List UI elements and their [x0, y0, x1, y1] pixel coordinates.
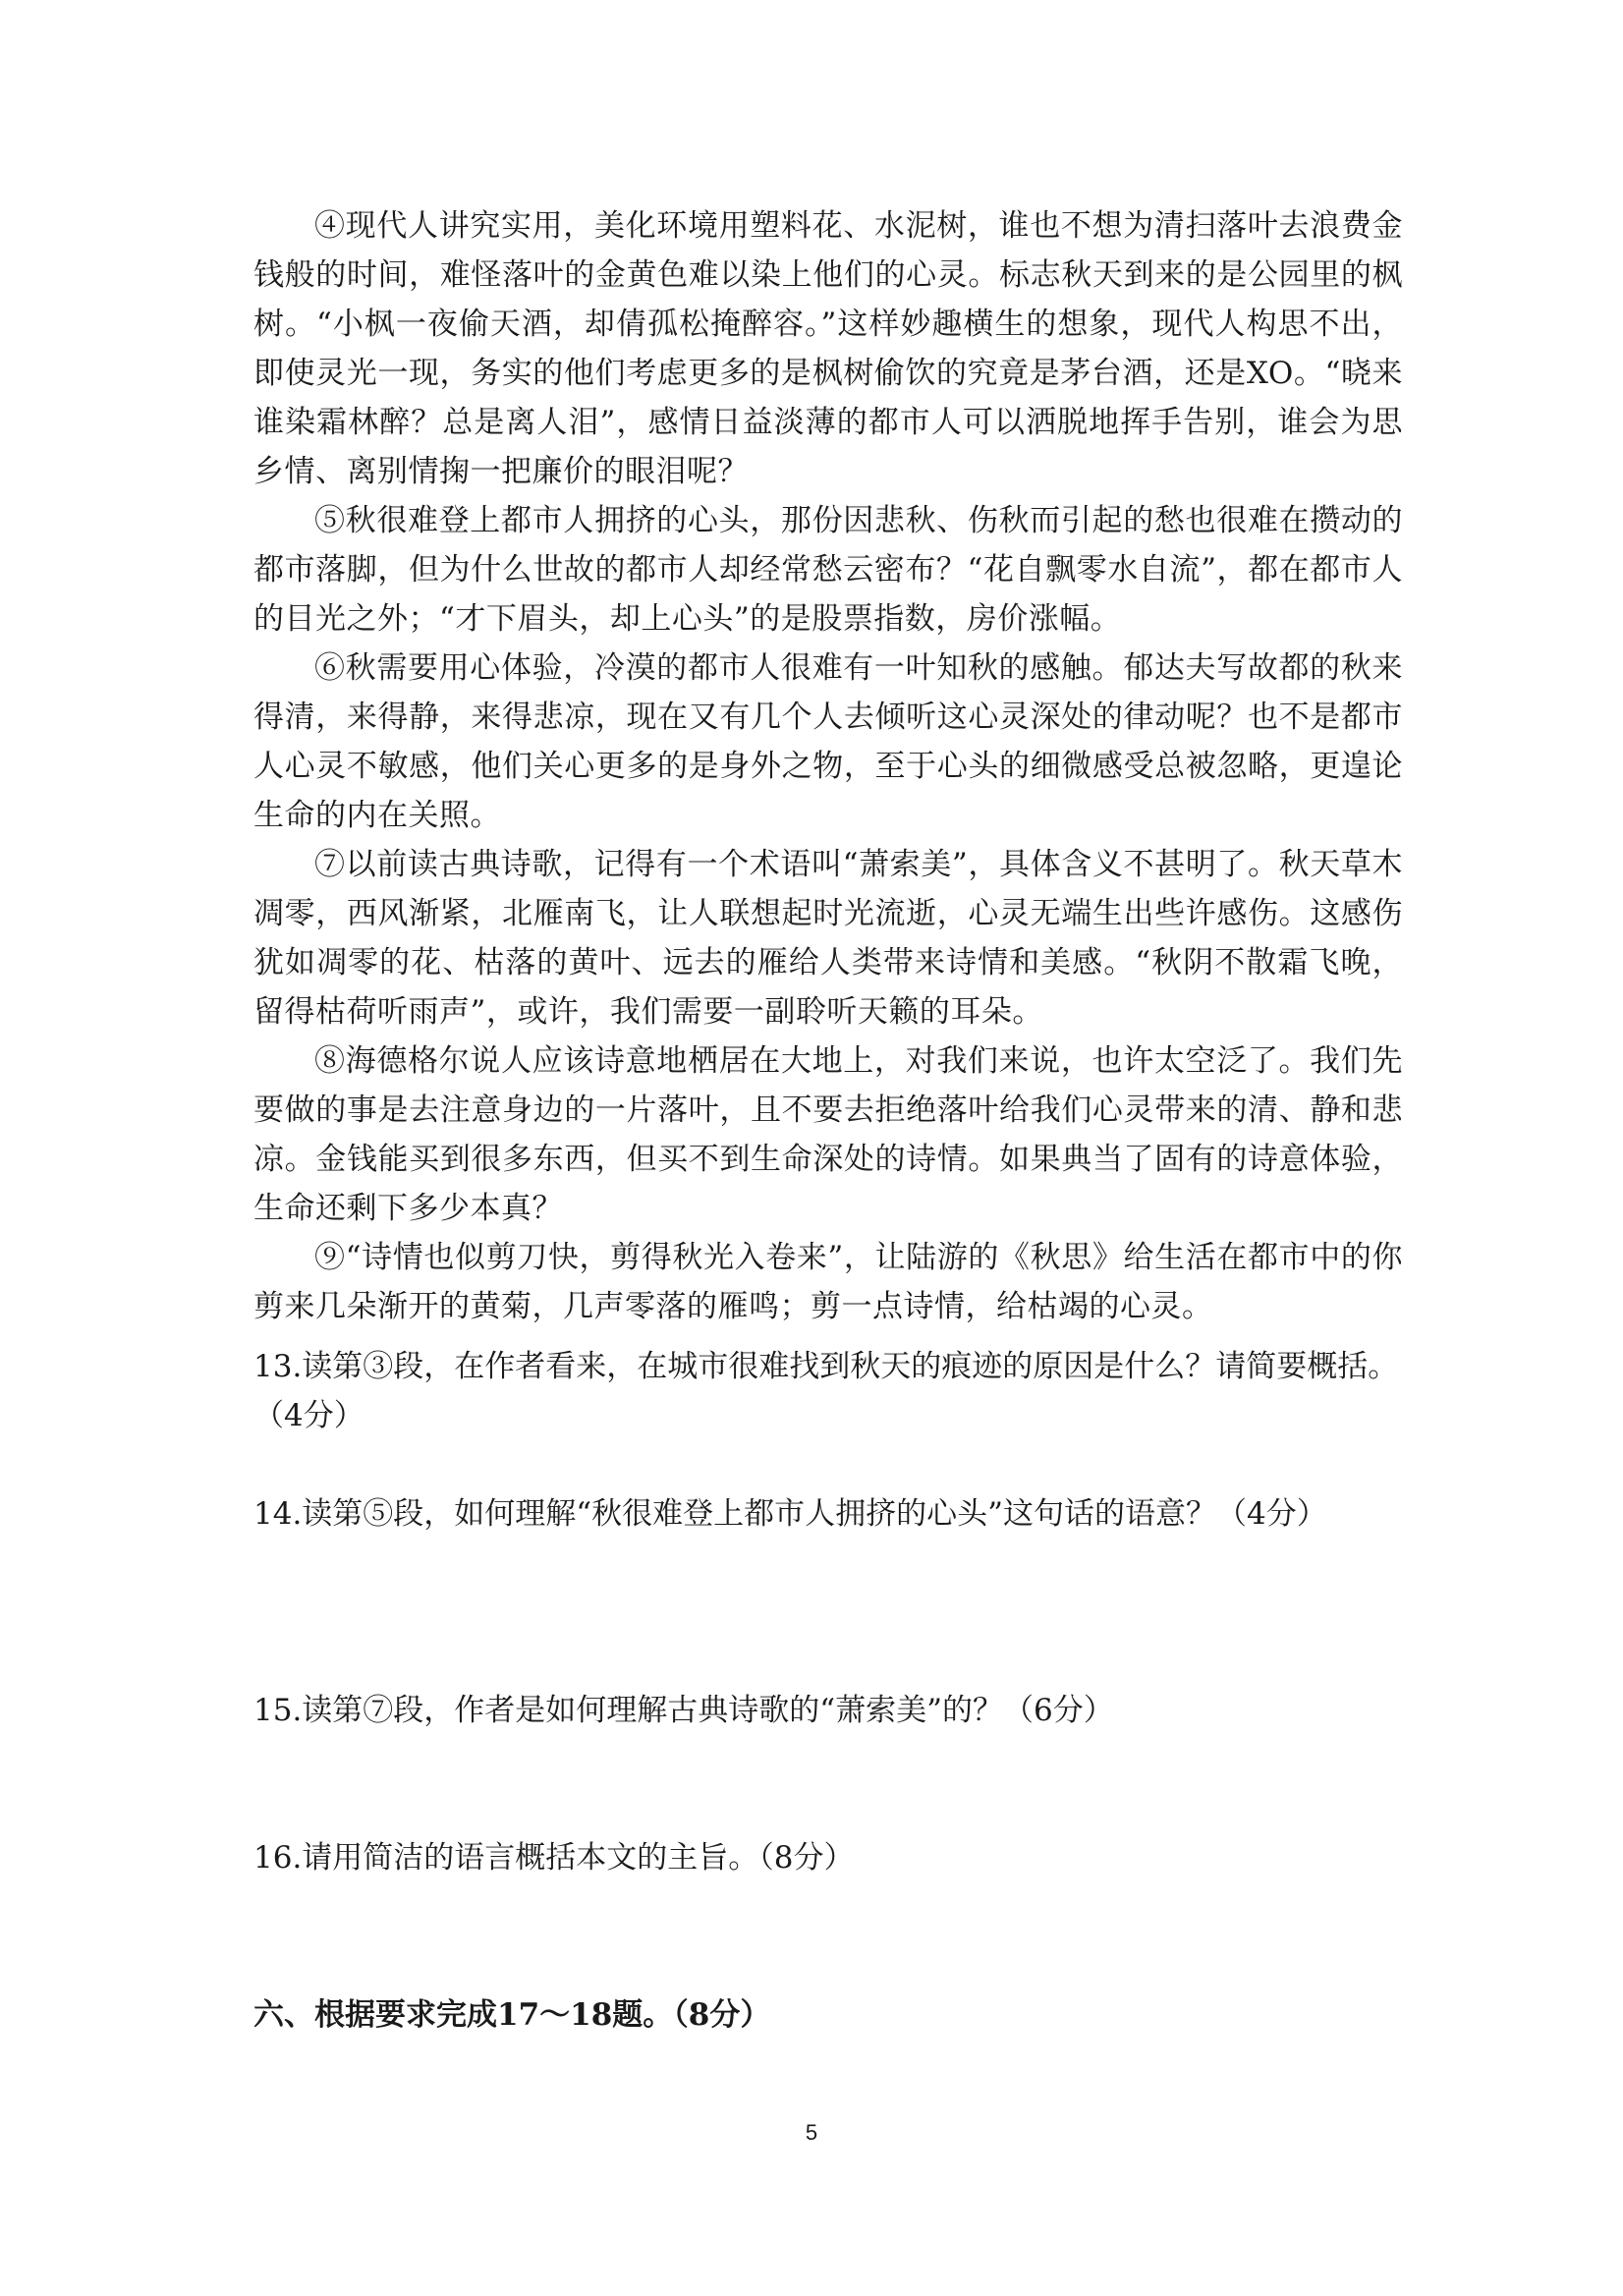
question-15: 15.读第⑦段，作者是如何理解古典诗歌的“萧索美”的？（6分）: [253, 1693, 1114, 1728]
question-14: 14.读第⑤段，如何理解“秋很难登上都市人拥挤的心头”这句话的语意？（4分）: [253, 1496, 1327, 1532]
paragraph-6: ⑥秋需要用心体验，冷漠的都市人很难有一叶知秋的感触。郁达夫写故都的秋来得清，来得静，来得悲凉，现在又有几个人去倾听这心灵深处的律动呢？也不是都市人心灵不敏感，他们关心更多的是身外之物，至于心头的细微感受总被忽略，更遑论生命的内在关照。: [253, 650, 1403, 833]
paragraph-8: ⑧海德格尔说人应该诗意地栖居在大地上，对我们来说，也许太空泛了。我们先要做的事是去注意身边的一片落叶，且不要去拒绝落叶给我们心灵带来的清、静和悲凉。金钱能买到很多东西，但买不到生命深处的诗情。如果典当了固有的诗意体验，生命还剩下多少本真？: [253, 1043, 1403, 1226]
reading-passage: [253, 201, 1403, 1331]
paragraph-9: ⑨“诗情也似剪刀快，剪得秋光入卷来”，让陆游的《秋思》给生活在都市中的你剪来几朵渐开的黄菊，几声零落的雁鸣；剪一点诗情，给枯竭的心灵。: [253, 1240, 1403, 1324]
paragraph-4: ④现代人讲究实用，美化环境用塑料花、水泥树，谁也不想为清扫落叶去浪费金钱般的时间，难怪落叶的金黄色难以染上他们的心灵。标志秋天到来的是公园里的枫树。“小枫一夜偷天酒，却倩孤松掩醉容。”这样妙趣横生的想象，现代人构思不出，即使灵光一现，务实的他们考虑更多的是枫树偷饮的究竟是茅台酒，还是XO。“晓来谁染霜林醉？总是离人泪”，感情日益淡薄的都市人可以洒脱地挥手告别，谁会为思乡情、离别情掬一把廉价的眼泪呢？: [253, 208, 1403, 489]
section-heading: 六、根据要求完成17～18题。（8分）: [253, 1997, 771, 2033]
paragraph-5: ⑤秋很难登上都市人拥挤的心头，那份因悲秋、伤秋而引起的愁也很难在攒动的都市落脚，但为什么世故的都市人却经常愁云密布？“花自飘零水自流”，都在都市人的目光之外；“才下眉头，却上心头”的是股票指数，房价涨幅。: [253, 503, 1403, 637]
paragraph-7: ⑦以前读古典诗歌，记得有一个术语叫“萧索美”，具体含义不甚明了。秋天草木凋零，西风渐紧，北雁南飞，让人联想起时光流逝，心灵无端生出些许感伤。这感伤犹如凋零的花、枯落的黄叶、远去的雁给人类带来诗情和美感。“秋阴不散霜飞晚，留得枯荷听雨声”，或许，我们需要一副聆听天籁的耳朵。: [253, 847, 1403, 1030]
question-13: 13.读第③段，在作者看来，在城市很难找到秋天的痕迹的原因是什么？请简要概括。（4分）: [253, 1349, 1399, 1433]
question-16: 16.请用简洁的语言概括本文的主旨。（8分）: [253, 1840, 855, 1876]
page-number: 5: [805, 2120, 818, 2145]
